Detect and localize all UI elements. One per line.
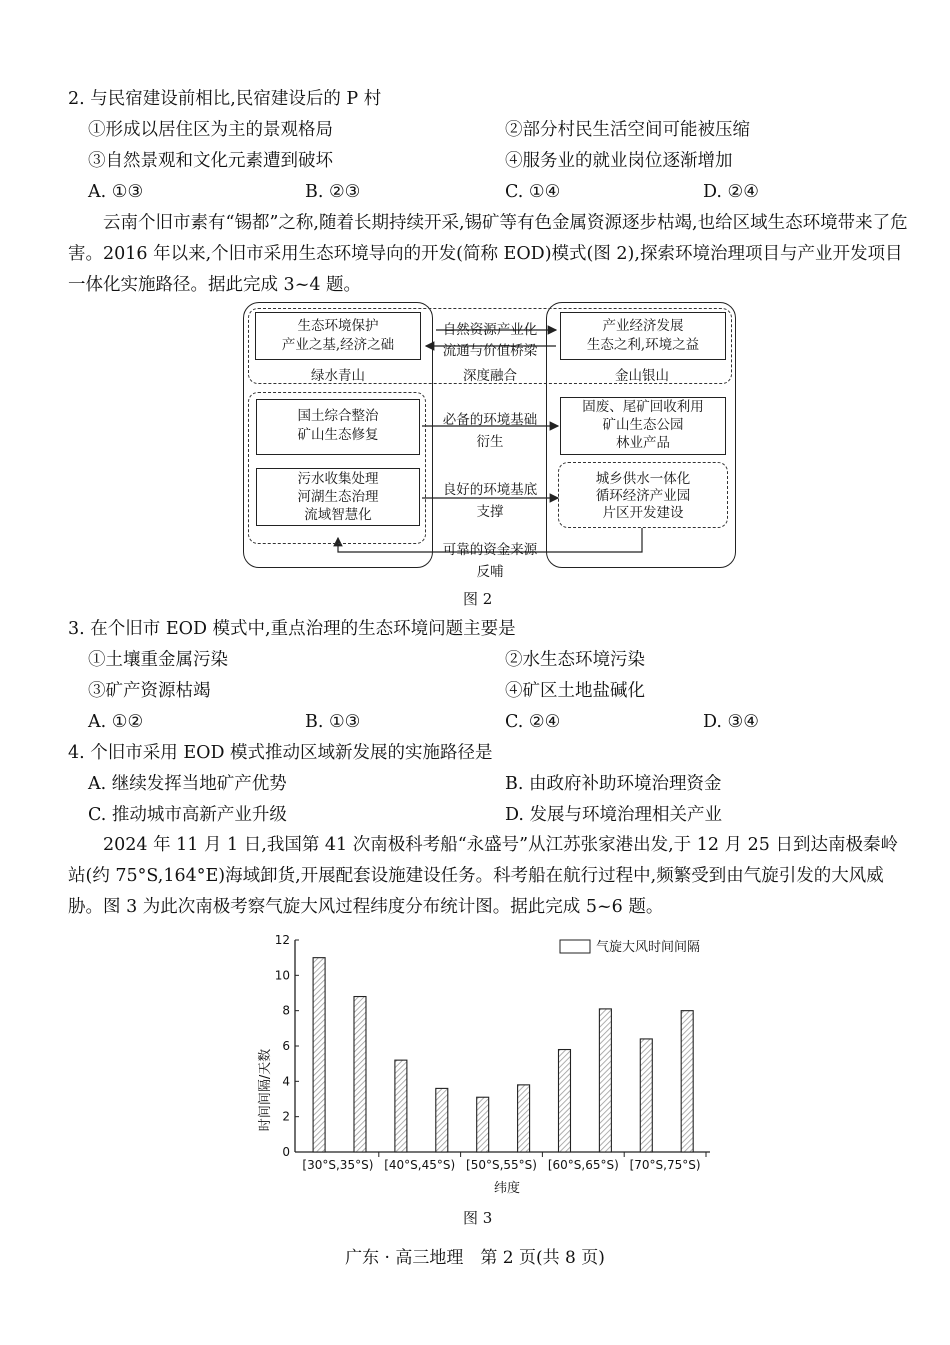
bar-4	[477, 1097, 489, 1152]
figure-3-chart	[255, 930, 735, 1200]
q2-choice-b: B. ②③	[305, 182, 361, 202]
figure-3-caption: 图 3	[463, 1209, 493, 1227]
figure-2-diagram	[240, 302, 740, 580]
label-deep-integration: 深度融合	[463, 368, 517, 384]
label-funding-source: 可靠的资金来源	[442, 542, 538, 558]
bar-9	[681, 1011, 693, 1152]
x-tick-label-4: [70°S,75°S)	[629, 1158, 701, 1172]
y-tick-label-2: 4	[282, 1074, 290, 1089]
q4-choice-d: D. 发展与环境治理相关产业	[505, 805, 723, 825]
y-tick-label-1: 2	[282, 1109, 290, 1124]
x-tick-label-0: [30°S,35°S)	[302, 1158, 374, 1172]
box-sewage-treatment: 污水收集处理 河湖生态治理 流域智慧化	[256, 468, 420, 526]
page-footer: 广东 · 高三地理 第 2 页(共 8 页)	[345, 1248, 605, 1268]
label-env-foundation: 必备的环境基础	[442, 412, 538, 428]
y-tick-label-5: 10	[274, 968, 290, 983]
y-axis-title: 时间间隔/天数	[258, 1048, 273, 1132]
q3-choice-b: B. ①③	[305, 712, 361, 732]
x-tick-label-2: [50°S,55°S)	[466, 1158, 537, 1172]
bar-7	[599, 1009, 611, 1152]
x-axis-title: 纬度	[493, 1181, 521, 1196]
bar-8	[640, 1039, 652, 1152]
bar-0	[313, 958, 325, 1152]
q2-stem: 2. 与民宿建设前相比,民宿建设后的 P 村	[68, 89, 382, 109]
y-tick-label-4: 8	[282, 1003, 290, 1018]
label-derive: 衍生	[476, 434, 504, 450]
q2-item-4: ④服务业的就业岗位逐渐增加	[505, 151, 733, 171]
q2-choice-d: D. ②④	[703, 182, 759, 202]
y-tick-label-6: 12	[274, 933, 290, 947]
q3-item-4: ④矿区土地盐碱化	[505, 681, 645, 701]
bar-5	[518, 1085, 530, 1152]
legend-label: 气旋大风时间间隔	[596, 940, 701, 955]
label-golden-mountains: 金山银山	[615, 368, 669, 384]
label-feedback: 反哺	[476, 564, 504, 580]
q4-stem: 4. 个旧市采用 EOD 模式推动区域新发展的实施路径是	[68, 743, 493, 763]
q2-item-3: ③自然景观和文化元素遭到破坏	[88, 151, 333, 171]
box-eco-protection: 生态环境保护 产业之基,经济之础	[255, 312, 421, 360]
box-waste-recycling: 固废、尾矿回收利用 矿山生态公园 林业产品	[560, 397, 726, 455]
q3-item-2: ②水生态环境污染	[505, 650, 645, 670]
q4-choice-b: B. 由政府补助环境治理资金	[505, 774, 722, 794]
bar-2	[395, 1060, 407, 1152]
q2-item-1: ①形成以居住区为主的景观格局	[88, 120, 333, 140]
label-green-mountains: 绿水青山	[311, 368, 365, 384]
bar-3	[436, 1088, 448, 1152]
q3-choice-d: D. ③④	[703, 712, 759, 732]
q3-choice-a: A. ①②	[88, 712, 144, 732]
box-land-remediation: 国土综合整治 矿山生态修复	[256, 399, 420, 455]
box-water-supply: 城乡供水一体化 循环经济产业园 片区开发建设	[595, 471, 691, 521]
box-industry-development: 产业经济发展 生态之利,环境之益	[560, 312, 726, 360]
label-resource-industrialization: 自然资源产业化	[442, 322, 538, 338]
x-tick-label-3: [60°S,65°S)	[547, 1158, 619, 1172]
bar-1	[354, 997, 366, 1152]
y-tick-label-0: 0	[282, 1145, 290, 1159]
passage-antarctic: 2024 年 11 月 1 日,我国第 41 次南极科考船“永盛号”从江苏张家港出发,于 12 月 25 日到达南极秦岭站(约 75°S,164°E)海域卸货,开展配套设施建设任务。科考船在航行过程中,频繁受到由气旋引发的大风威胁。图 3 为此次南极考察气旋大风过程纬度分布统计图。据此完成 5~6 题。	[68, 835, 898, 917]
q2-choice-c: C. ①④	[505, 182, 561, 202]
y-tick-label-3: 6	[282, 1039, 290, 1053]
label-support: 支撑	[476, 504, 504, 520]
q3-item-3: ③矿产资源枯竭	[88, 681, 211, 701]
figure-2-caption: 图 2	[463, 590, 493, 608]
x-tick-label-1: [40°S,45°S)	[384, 1158, 456, 1172]
q4-choice-c: C. 推动城市高新产业升级	[88, 805, 287, 825]
q3-item-1: ①土壤重金属污染	[88, 650, 228, 670]
q3-stem: 3. 在个旧市 EOD 模式中,重点治理的生态环境问题主要是	[68, 619, 516, 639]
passage-eod: 云南个旧市素有“锡都”之称,随着长期持续开采,锡矿等有色金属资源逐步枯竭,也给区域生态环境带来了危害。2016 年以来,个旧市采用生态环境导向的开发(简称 EOD)模式(图 2),探索环境治理项目与产业开发项目一体化实施路径。据此完成 3~4 题。	[68, 213, 908, 295]
label-good-environment: 良好的环境基底	[442, 482, 538, 498]
legend-swatch	[560, 940, 590, 953]
bar-6	[558, 1050, 570, 1152]
q3-choice-c: C. ②④	[505, 712, 561, 732]
q2-item-2: ②部分村民生活空间可能被压缩	[505, 120, 750, 140]
q4-choice-a: A. 继续发挥当地矿产优势	[88, 774, 287, 794]
label-value-bridge: 流通与价值桥梁	[442, 343, 538, 359]
q2-choice-a: A. ①③	[88, 182, 144, 202]
